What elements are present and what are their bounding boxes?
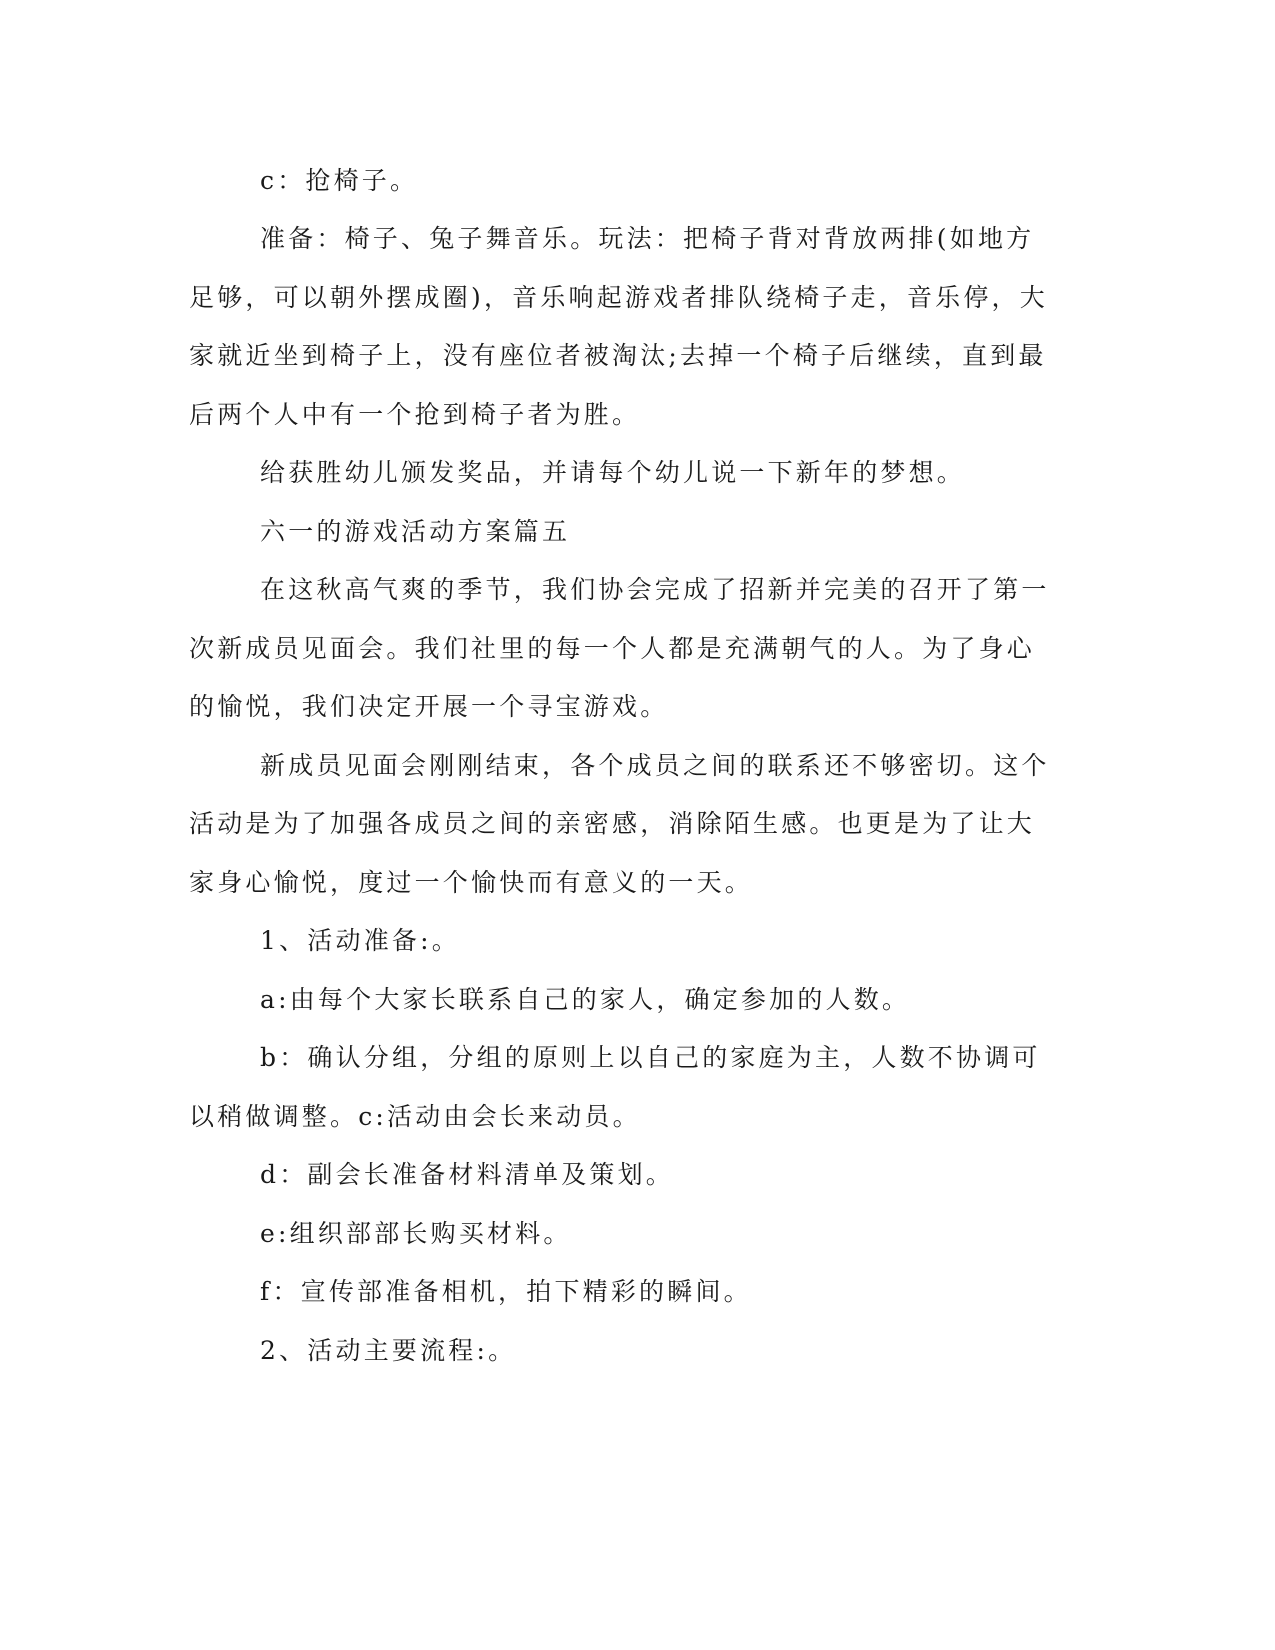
text-line: 给获胜幼儿颁发奖品，并请每个幼儿说一下新年的梦想。 (260, 458, 966, 487)
list-item: f：宣传部准备相机，拍下精彩的瞬间。 (260, 1277, 752, 1306)
text-line: 足够，可以朝外摆成圈)，音乐响起游戏者排队绕椅子走，音乐停，大 (189, 283, 1048, 312)
section-heading: 六一的游戏活动方案篇五 (260, 517, 571, 546)
list-heading: 1、活动准备:。 (260, 926, 460, 955)
text-line: 家就近坐到椅子上，没有座位者被淘汰;去掉一个椅子后继续，直到最 (189, 341, 1047, 370)
text-line: 准备：椅子、兔子舞音乐。玩法：把椅子背对背放两排(如地方 (260, 224, 1035, 253)
text-line: 活动是为了加强各成员之间的亲密感，消除陌生感。也更是为了让大 (189, 809, 1036, 838)
list-item: b：确认分组，分组的原则上以自己的家庭为主，人数不协调可 (260, 1043, 1041, 1072)
text-line: 家身心愉悦，度过一个愉快而有意义的一天。 (189, 868, 754, 897)
text-line: 新成员见面会刚刚结束，各个成员之间的联系还不够密切。这个 (260, 751, 1050, 780)
list-heading: 2、活动主要流程:。 (260, 1336, 517, 1365)
list-item: e:组织部部长购买材料。 (260, 1219, 572, 1248)
text-line: 次新成员见面会。我们社里的每一个人都是充满朝气的人。为了身心 (189, 634, 1036, 663)
list-item: d：副会长准备材料清单及策划。 (260, 1160, 675, 1189)
text-line: 在这秋高气爽的季节，我们协会完成了招新并完美的召开了第一 (260, 575, 1050, 604)
text-line: 后两个人中有一个抢到椅子者为胜。 (189, 400, 641, 429)
list-item: a:由每个大家长联系自己的家人，确定参加的人数。 (260, 985, 911, 1014)
text-line: c：抢椅子。 (260, 166, 419, 195)
text-line: 以稍做调整。c:活动由会长来动员。 (189, 1102, 641, 1131)
text-line: 的愉悦，我们决定开展一个寻宝游戏。 (189, 692, 669, 721)
